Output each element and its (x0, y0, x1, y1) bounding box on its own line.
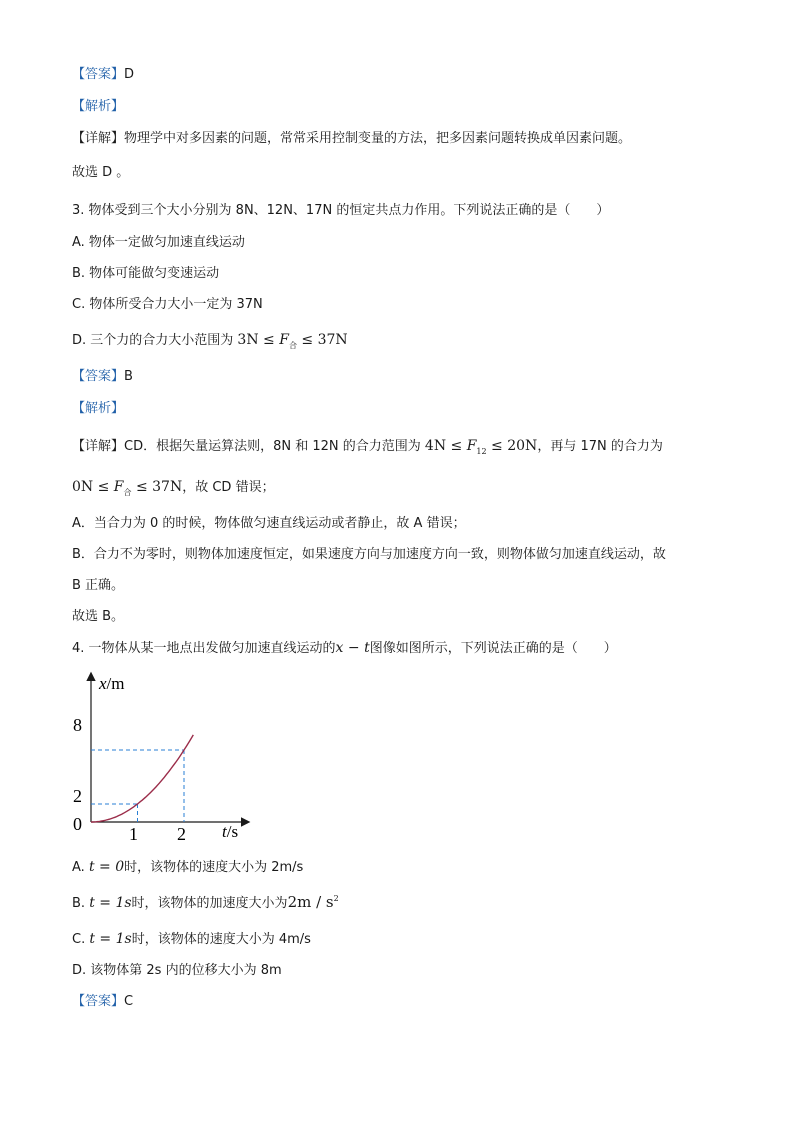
stem-text: 4. 一物体从某一地点出发做匀加速直线运动的 (72, 641, 336, 656)
option-label: B. (72, 896, 90, 911)
xt-graph-svg (66, 668, 266, 848)
answer-value: C (124, 994, 134, 1009)
y-tick-2: 2 (73, 786, 82, 806)
formula-lower: 4N ≤ (424, 438, 467, 454)
formula-upper: ≤ 20N (486, 438, 538, 454)
accel-unit: 2m / s (287, 893, 334, 911)
q2-analysis-tag: 【解析】 (72, 99, 125, 114)
q2-conclusion: 故选 D 。 (72, 165, 130, 180)
q4-answer (72, 993, 133, 1011)
formula-sub: 12 (476, 446, 487, 456)
stem-text-end: 图像如图所示，下列说法正确的是（ ） (369, 641, 617, 656)
q3-detail-b2: B 正确。 (72, 578, 125, 593)
formula-lower: 3N ≤ (237, 332, 280, 348)
option-text: 时，该物体的加速度大小为 (131, 896, 288, 911)
q3-detail-b1: B．合力不为零时，则物体加速度恒定，如果速度方向与加速度方向一致，则物体做匀加速直线运动，故 (72, 547, 666, 562)
q4-option-d: D. 该物体第 2s 内的位移大小为 8m (72, 963, 282, 978)
xt-curve (91, 735, 193, 822)
y-axis-label: x/m (99, 674, 125, 693)
option-label: A. (72, 860, 89, 875)
q3-answer (72, 368, 133, 386)
q3-detail-2 (72, 478, 275, 497)
q2-answer (72, 66, 134, 84)
answer-tag: 【答案】 (72, 994, 125, 1009)
option-d-text: D. 三个力的合力大小范围为 (72, 333, 234, 348)
formula-x: x (335, 640, 344, 656)
range-formula-total (72, 479, 182, 495)
option-label: C. (72, 932, 90, 947)
x-tick-1: 1 (129, 824, 138, 844)
answer-value: D (124, 67, 135, 82)
q4-option-c (72, 930, 311, 949)
x-tick-2: 2 (177, 824, 186, 844)
x-axis-label: t/s (222, 822, 239, 841)
guide-lines (91, 750, 184, 822)
option-math: t = 1s (89, 931, 132, 947)
q3-conclusion: 故选 B。 (72, 609, 125, 624)
formula-sub: 合 (288, 340, 297, 350)
formula-dash: − (343, 640, 365, 656)
detail-text-end: ，故 CD 错误； (182, 480, 275, 495)
option-math: t = 0 (88, 859, 125, 875)
q3-analysis-tag: 【解析】 (72, 401, 125, 416)
xt-formula (336, 640, 370, 656)
answer-value: B (124, 369, 133, 384)
detail-tag: 【详解】 (72, 439, 125, 454)
formula-lower: 0N ≤ (72, 479, 114, 495)
detail-tag: 【详解】 (72, 131, 125, 146)
origin-label: 0 (73, 814, 82, 834)
accel-sup: 2 (333, 894, 339, 903)
q4-option-b (72, 893, 339, 913)
q3-option-d (72, 331, 348, 350)
detail-text-end: ，再与 17N 的合力为 (537, 439, 663, 454)
q2-detail (72, 130, 631, 148)
q3-option-a: A. 物体一定做匀加速直线运动 (72, 235, 245, 250)
q3-detail-a: A．当合力为 0 的时候，物体做匀速直线运动或者静止，故 A 错误； (72, 516, 466, 531)
answer-tag: 【答案】 (72, 67, 125, 82)
formula-F: F (279, 332, 289, 348)
option-math: t = 1s (89, 895, 132, 911)
q4-option-a (72, 858, 303, 877)
detail-text: 物理学中对多因素的问题，常常采用控制变量的方法，把多因素问题转换成单因素问题。 (124, 131, 632, 146)
option-text: 时，该物体的速度大小为 4m/s (131, 932, 311, 947)
formula-upper: ≤ 37N (131, 479, 183, 495)
q4-stem (72, 639, 617, 658)
q3-stem: 3. 物体受到三个大小分别为 8N、12N、17N 的恒定共点力作用。下列说法正确的是（ ） (72, 203, 610, 218)
formula-sub: 合 (123, 487, 132, 497)
range-formula (237, 332, 347, 348)
formula-t: t (364, 640, 370, 656)
y-tick-8: 8 (73, 715, 82, 735)
formula-upper: ≤ 37N (296, 332, 348, 348)
detail-text: CD．根据矢量运算法则，8N 和 12N 的合力范围为 (124, 439, 421, 454)
range-formula-f12 (425, 438, 537, 454)
q3-option-c: C. 物体所受合力大小一定为 37N (72, 297, 263, 312)
xt-graph (66, 668, 266, 852)
q3-detail-1 (72, 437, 663, 456)
option-text: 时，该物体的速度大小为 2m/s (124, 860, 304, 875)
formula-F: F (466, 438, 477, 454)
formula-F: F (113, 479, 124, 495)
q3-option-b: B. 物体可能做匀变速运动 (72, 266, 220, 281)
accel-value (288, 893, 339, 911)
answer-tag: 【答案】 (72, 369, 125, 384)
